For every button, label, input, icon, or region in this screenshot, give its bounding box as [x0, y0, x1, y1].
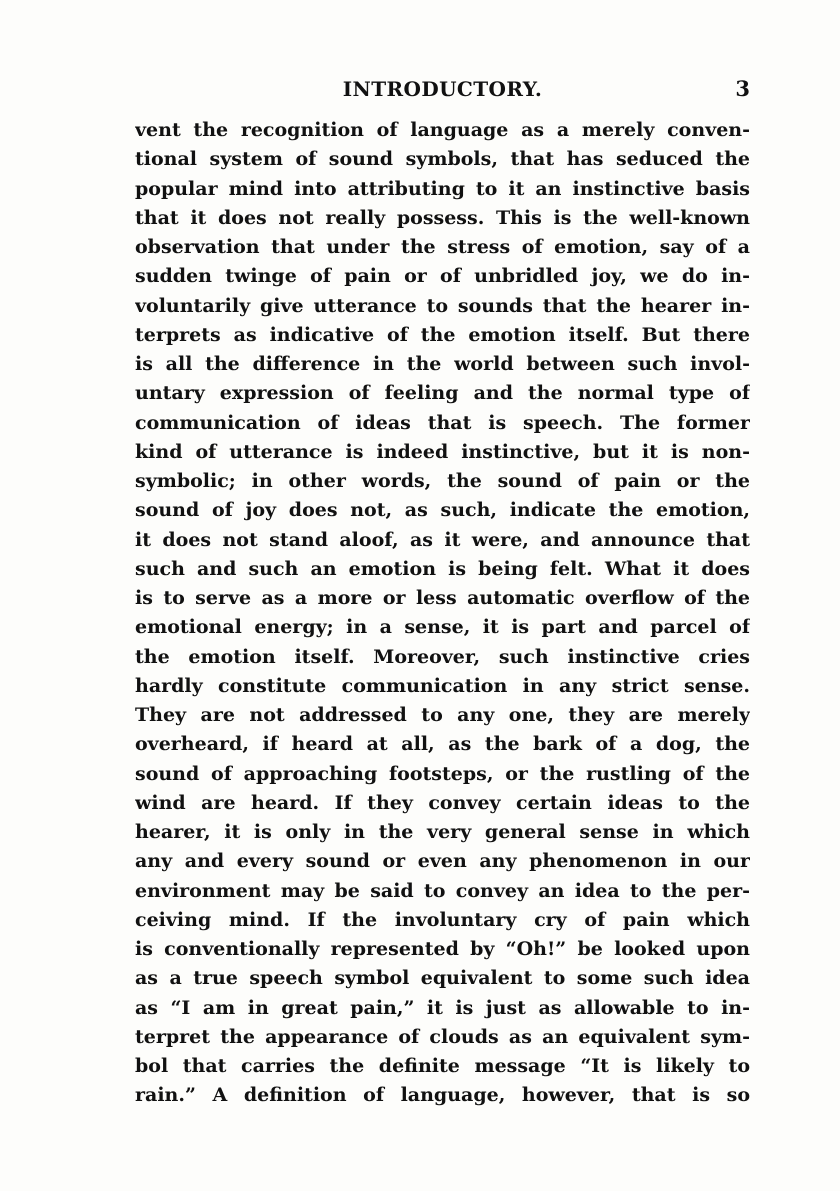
text-line: sudden twinge of pain or of unbridled joy, we do in- [135, 265, 750, 288]
running-head [135, 76, 750, 106]
text-line: ceiving mind. If the involuntary cry of pain which [135, 908, 750, 931]
text-line: is all the difference in the world between such invol- [135, 353, 750, 375]
text-line: it does not stand aloof, as it were, and announce that [135, 528, 750, 551]
text-line: environment may be said to convey an idea to the per- [135, 879, 750, 902]
text-line: is to serve as a more or less automatic overflow of the [135, 587, 750, 609]
text-line: any and every sound or even any phenomenon in our [135, 850, 750, 873]
text-line: tional system of sound symbols, that has seduced the [135, 148, 750, 171]
text-line: sound of approaching footsteps, or the rustling of the [135, 762, 750, 785]
text-line: wind are heard. If they convey certain ideas to the [135, 791, 750, 814]
text-line: the emotion itself. Moreover, such instinctive cries [135, 645, 750, 668]
text-line: They are not addressed to any one, they are merely [135, 704, 750, 726]
text-line: kind of utterance is indeed instinctive, but it is non- [135, 440, 750, 463]
text-line: terpret the appearance of clouds as an equivalent sym- [135, 1025, 750, 1048]
text-line: emotional energy; in a sense, it is part and parcel of [135, 616, 750, 639]
text-line: untary expression of feeling and the normal type of [135, 382, 750, 405]
text-line: vent the recognition of language as a merely conven- [135, 119, 750, 141]
text-line: observation that under the stress of emotion, say of a [135, 236, 750, 258]
text-line: as a true speech symbol equivalent to some such idea [135, 967, 750, 990]
text-line: hardly constitute communication in any strict sense. [135, 674, 750, 697]
text-line: sound of joy does not, as such, indicate the emotion, [135, 499, 750, 522]
text-line: symbolic; in other words, the sound of pain or the [135, 470, 750, 492]
text-line: bol that carries the definite message “It is likely to [135, 1055, 750, 1077]
text-line: terprets as indicative of the emotion itself. But there [135, 323, 750, 346]
text-line: voluntarily give utterance to sounds that the hearer in- [135, 294, 750, 317]
text-line: such and such an emotion is being felt. What it does [135, 557, 750, 580]
text-line: overheard, if heard at all, as the bark of a dog, the [135, 733, 750, 756]
page-number: 3 [735, 76, 750, 101]
text-line: communication of ideas that is speech. The former [135, 411, 750, 434]
text-line: as “I am in great pain,” it is just as allowable to in- [135, 996, 750, 1019]
body-text [135, 116, 750, 1111]
text-line: rain.” A definition of language, however, that is so [135, 1084, 750, 1107]
text-line: is conventionally represented by “Oh!” be looked upon [135, 938, 750, 960]
running-title: INTRODUCTORY. [342, 77, 543, 101]
text-line: popular mind into attributing to it an instinctive basis [135, 177, 750, 200]
text-line: that it does not really possess. This is the well-known [135, 206, 750, 229]
text-line: hearer, it is only in the very general sense in which [135, 821, 750, 843]
